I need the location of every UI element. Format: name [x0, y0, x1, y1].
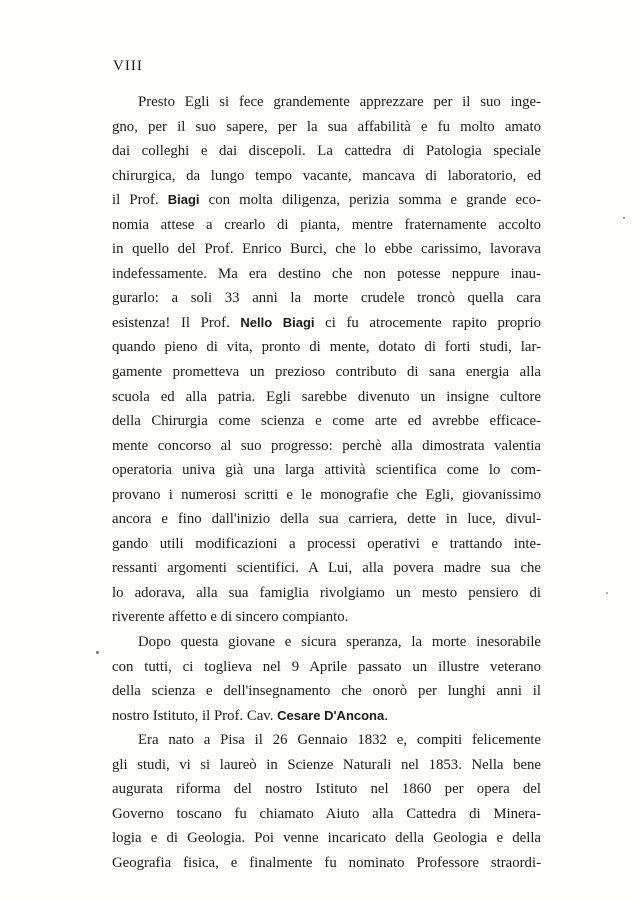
text-run: indefessamente. Ma era destino che non potesse neppure inau-: [112, 265, 541, 282]
paper-speck: [96, 651, 99, 654]
text-line: [112, 704, 541, 729]
text-run: riverente affetto e di sincero compianto.: [112, 609, 349, 626]
text-run: gando utili modificazioni a processi operativi e trattando inte-: [112, 535, 541, 552]
text-run: provano i numerosi scritti e le monografie che Egli, giovanissimo: [112, 486, 541, 503]
text-line: [112, 115, 541, 140]
text-line: [112, 802, 541, 827]
text-line: [112, 164, 541, 189]
text-line: [112, 360, 541, 385]
text-run: ci fu atrocemente rapito proprio: [314, 314, 542, 331]
text-line: [112, 777, 541, 802]
text-run: lo adorava, alla sua famiglia rivolgiamo un mesto pensiero di: [112, 584, 541, 601]
page-number: VIII: [113, 58, 143, 74]
text-line: [112, 335, 541, 360]
text-run: Dopo questa giovane e sicura speranza, la morte inesorabile: [138, 634, 541, 651]
text-line: [112, 311, 541, 336]
text-run: gno, per il suo sapere, per la sua affabilità e fu molto amato: [112, 118, 541, 135]
text-run: scuola ed alla patria. Egli sarebbe divenuto un insigne cultore: [112, 388, 541, 405]
text-line: [112, 434, 541, 459]
text-run: il Prof.: [112, 192, 168, 209]
text-line: [112, 655, 541, 680]
text-run: chirurgica, da lungo tempo vacante, mancava di laboratorio, ed: [112, 167, 541, 184]
text-run: mente concorso al suo progresso: perchè alla dimostrata valentia: [112, 437, 541, 454]
paper-speck: [606, 592, 608, 594]
text-run: operatoria univa già una larga attività scientifica come lo com-: [112, 462, 541, 479]
text-run: .: [384, 707, 388, 724]
text-run: gurarlo: a soli 33 anni la morte crudele troncò quella cara: [112, 290, 541, 307]
text-run: Geografia fisica, e finalmente fu nominato Professore straordi-: [112, 854, 541, 871]
text-run: augurata riforma del nostro Istituto nel 1860 per opera del: [112, 781, 541, 798]
text-line: [112, 630, 541, 655]
text-line: [112, 532, 541, 557]
text-line: [112, 213, 541, 238]
text-run: Governo toscano fu chiamato Aiuto alla Cattedra di Minera-: [112, 805, 541, 822]
text-run: della scienza e dell'insegnamento che onorò per lunghi anni il: [112, 683, 541, 700]
text-run: nomia attese a crearlo di pianta, mentre fraternamente accolto: [112, 216, 541, 233]
text-line: [112, 458, 541, 483]
text-line: [112, 679, 541, 704]
text-line: [112, 826, 541, 851]
text-run: ressanti argomenti scientifici. A Lui, alla povera madre sua che: [112, 560, 541, 577]
person-name: Biagi: [167, 192, 200, 208]
text-run: in quello del Prof. Enrico Burci, che lo ebbe carissimo, lavorava: [112, 241, 541, 258]
text-run: con tutti, ci toglieva nel 9 Aprile passato un illustre veterano: [112, 658, 541, 675]
text-line: [112, 507, 541, 532]
text-line: [112, 581, 541, 606]
text-line: [112, 262, 541, 287]
person-name: Cesare D'Ancona: [277, 707, 385, 723]
text-line: [112, 385, 541, 410]
text-run: gli studi, vi si laureò in Scienze Naturali nel 1853. Nella bene: [112, 756, 541, 773]
text-run: Era nato a Pisa il 26 Gennaio 1832 e, compiti felicemente: [138, 732, 541, 749]
text-line: [112, 753, 541, 778]
paper-speck: [623, 217, 625, 219]
text-run: con molta diligenza, perizia somma e grande eco-: [199, 192, 541, 209]
body-text: [112, 90, 541, 876]
text-line: [112, 90, 541, 115]
text-run: dai colleghi e dai discepoli. La cattedra di Patologia speciale: [112, 143, 541, 160]
text-run: della Chirurgia come scienza e come arte ed avrebbe efficace-: [112, 413, 541, 430]
text-run: ancora e fino dall'inizio della sua carriera, dette in luce, divul-: [112, 511, 541, 528]
text-run: logia e di Geologia. Poi venne incaricato della Geologia e della: [112, 830, 541, 847]
text-line: [112, 556, 541, 581]
text-line: [112, 728, 541, 753]
text-line: [112, 139, 541, 164]
person-name: Nello Biagi: [240, 314, 315, 330]
text-run: esistenza! Il Prof.: [112, 314, 241, 331]
text-run: nostro Istituto, il Prof. Cav.: [112, 707, 278, 724]
text-run: gamente prometteva un prezioso contributo di sana energia alla: [112, 364, 541, 381]
text-line: [112, 851, 541, 876]
text-line: [112, 188, 541, 213]
text-line: [112, 237, 541, 262]
text-run: Presto Egli si fece grandemente apprezzare per il suo inge-: [138, 94, 541, 110]
text-line: [112, 483, 541, 508]
text-line: [112, 286, 541, 311]
text-run: quando pieno di vita, pronto di mente, dotato di forti studi, lar-: [112, 339, 541, 356]
text-line: [112, 409, 541, 434]
text-line: [112, 605, 541, 630]
